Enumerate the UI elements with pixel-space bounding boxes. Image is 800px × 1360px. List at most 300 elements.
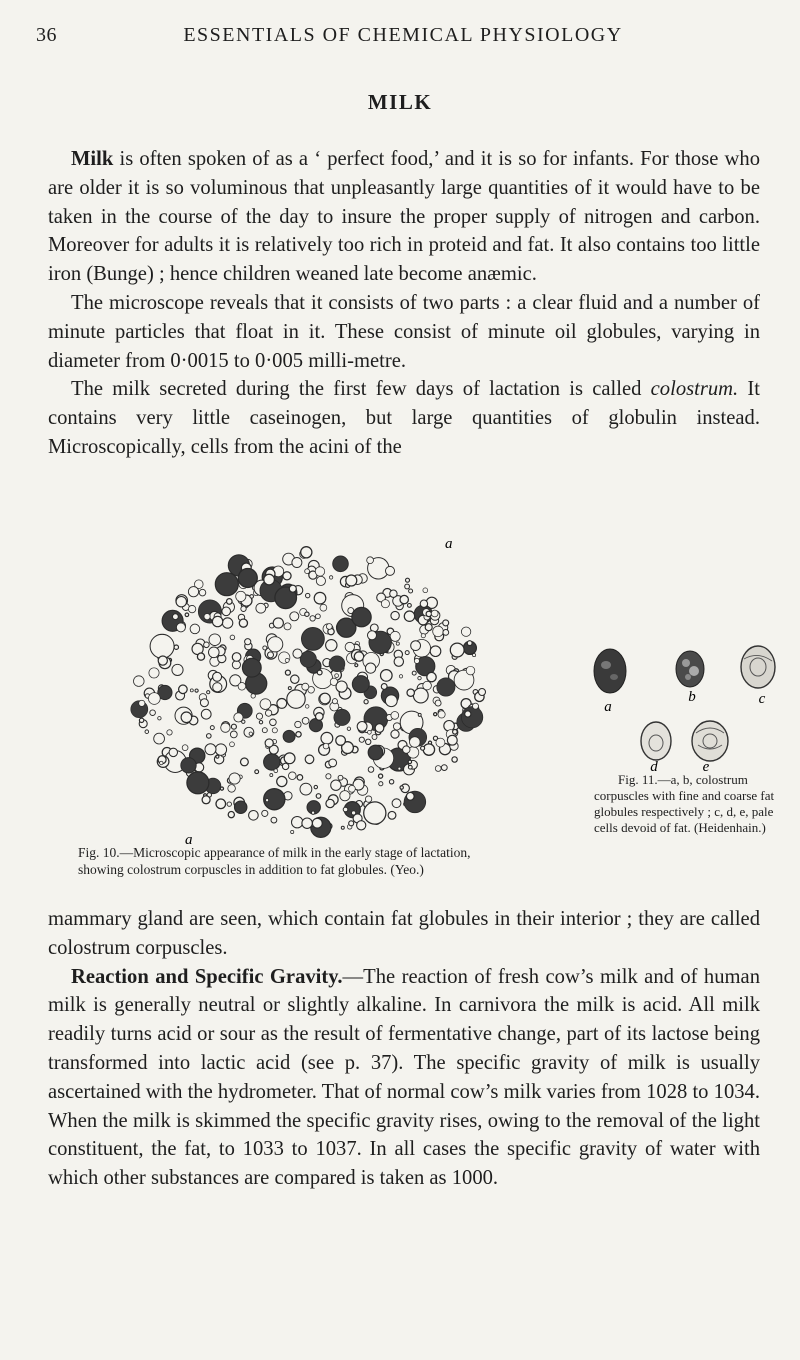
colostrum-corpuscle [181,758,196,773]
fat-globule [425,624,432,631]
fat-globule [259,721,262,724]
fat-globule [412,671,416,675]
corpuscle-d [641,722,671,760]
fat-globule [291,675,299,683]
fat-globule [174,645,178,649]
fat-globule [216,799,226,809]
fat-globule [209,634,221,646]
fat-globule [249,811,259,821]
colostrum-corpuscle [215,573,238,596]
fat-globule [172,664,183,675]
fat-globule [296,732,301,737]
fat-globule [295,721,301,727]
fat-globule [418,713,421,716]
fat-globule [305,612,309,616]
fat-globule [282,763,288,769]
fat-globule [207,734,212,739]
fat-globule [329,576,332,579]
figure-11-caption [594,772,784,836]
fat-globule [150,710,156,716]
fat-globule [385,695,397,707]
corpuscle-b [676,651,704,687]
fat-globule [185,613,189,617]
colostrum-corpuscle [238,569,257,588]
colostrum-corpuscle [352,676,369,693]
fat-globule [302,818,312,828]
fat-globule [176,623,185,632]
colostrum-corpuscle [334,709,350,725]
figure-11-caption-rest: corpuscles with fine and coarse fat globules respectively ; c, d, e, pale cells devoid of fat. (Heidenhain.) [594,788,775,835]
colostrum-corpuscle [461,707,482,728]
fat-globule [232,653,241,662]
fat-globule [390,590,397,597]
fat-globule [410,737,421,748]
figure-10-caption: Fig. 10.—Microscopic appearance of milk in the early stage of lactation, showing colostrum corpuscles in addition to fat globules. (Yeo.) [78,845,471,877]
colostrum-corpuscle [329,656,345,672]
fat-globule [169,748,177,756]
fat-globule [256,603,266,613]
colostrum-corpuscle [300,651,316,667]
fat-globule [399,675,402,678]
fat-globule [354,652,363,661]
fat-globule [274,769,278,773]
fat-globule [302,683,309,690]
fat-globule [288,687,291,690]
fat-globule [188,605,195,612]
fat-globule [434,713,437,716]
fat-globule [379,782,383,786]
colostrum-corpuscle [264,754,280,770]
fat-globule [148,693,160,705]
fat-globule [270,719,277,726]
fat-globule [301,547,312,558]
fat-globule [236,591,246,601]
fat-globule [388,811,396,819]
fat-globule [423,681,432,690]
fat-globule [347,727,350,730]
body-text-bottom [48,905,760,1193]
colostrum-corpuscle [235,801,247,813]
running-head [36,24,770,54]
fat-globule [349,785,356,792]
page-number: 36 [36,24,57,46]
body-text-top [48,145,760,462]
fat-globule [338,775,343,780]
fat-globule [201,709,211,719]
fat-globule [241,606,246,611]
fat-globule [190,624,200,634]
fat-globule [158,717,161,720]
fat-globule [343,807,348,812]
fat-globule [426,611,431,616]
paragraph-4: mammary gland are seen, which contain fat globules in their interior ; they are called colostrum corpuscles. [48,908,760,959]
paragraph-5 [48,963,760,1193]
fat-globule [173,614,179,620]
fat-globule [411,641,421,651]
fat-globule [212,616,222,626]
fat-globule [266,799,269,802]
fat-globule [297,775,303,781]
fat-globule [443,620,449,626]
fat-globule [213,683,222,692]
fat-globule [421,746,425,750]
corpuscle-a [594,649,626,693]
fat-globule [405,584,410,589]
fat-globule [289,772,297,780]
paragraph-3 [48,375,760,461]
fat-globule [245,639,251,645]
fat-globule [160,761,163,764]
colostrum-corpuscle [437,678,455,696]
fat-globule [393,723,400,730]
fat-globule [302,717,309,724]
fat-globule [154,733,165,744]
fat-globule [265,739,273,747]
fat-globule [139,700,145,706]
fat-globule [423,744,434,755]
paragraph-3-end: It contains very little caseinogen, but large quantities of globulin instead. Microscopically, cells from the acini of the [48,378,760,458]
fat-globule [407,689,414,696]
fat-globule [368,631,377,640]
fat-globule [239,619,247,627]
fat-globule [215,744,226,755]
fat-globule [311,811,314,814]
fat-globule [244,727,254,737]
fat-globule [381,600,389,608]
fat-globule [250,595,254,599]
fat-globule [262,810,268,816]
fat-globule [263,646,267,650]
fat-globule [320,604,327,611]
fat-globule [341,826,344,829]
figure-11-caption-first: Fig. 11.—a, b, colostrum [618,772,748,787]
paragraph-3-start: The milk secreted during the first few days of lactation is called [71,378,651,401]
fat-globule [306,593,310,597]
fat-globule [421,634,425,638]
fat-globule [197,653,204,660]
fat-globule [433,626,444,637]
corpuscle-e [692,721,728,761]
fat-globule [204,614,210,620]
fat-globule [238,683,246,691]
fat-globule [447,735,457,745]
fat-globule [408,604,412,608]
fat-globule [300,783,312,795]
fat-globule [176,597,186,607]
paragraph-5-heading: Reaction and Specific Gravity. [71,965,343,988]
fat-globule [305,705,309,709]
fat-globule [326,799,334,807]
fat-globule [345,642,354,651]
fat-globule [340,791,350,801]
figure-11-label-e: e [702,759,710,775]
fat-globule [359,737,364,742]
fat-globule [204,642,210,648]
fat-globule [326,774,331,779]
fat-globule [284,753,295,764]
fat-globule [435,766,441,772]
fat-globule [209,647,220,658]
fat-globule [316,794,321,799]
fat-globule [230,635,235,640]
figure-10-label-a-bottom: a [185,832,193,848]
fat-globule [331,780,341,790]
fat-globule [466,666,475,675]
colostrum-corpuscle [283,730,295,742]
fat-globule [409,589,413,593]
colostrum-corpuscle [364,802,386,824]
fat-globule [430,646,441,657]
fat-globule [335,674,339,678]
fat-globule [372,735,377,740]
fat-globule [394,657,403,666]
fat-globule [312,818,322,828]
fat-globule [285,670,290,675]
fat-globule [222,618,232,628]
paragraph-1-lead: Milk [71,148,114,170]
fat-globule [375,724,384,733]
fat-globule [260,699,271,710]
fat-globule [396,642,399,645]
fat-globule [365,796,371,802]
fat-globule [473,703,479,709]
fat-globule [436,738,445,747]
fat-globule [391,712,399,720]
fat-globule [320,693,331,704]
fat-globule [202,796,210,804]
colostrum-corpuscle [187,772,209,794]
fat-globule [255,770,259,774]
fat-globule [227,599,233,605]
fat-globule [336,736,346,746]
fat-globule [190,689,193,692]
fat-globule [435,700,441,706]
fat-globule [256,713,262,719]
fat-globule [271,817,277,823]
fat-globule [379,774,383,778]
colostrum-corpuscle [352,607,371,626]
fat-globule [293,649,302,658]
figure-11-label-d: d [650,759,658,775]
fat-globule [423,588,428,593]
fat-globule [408,760,411,763]
fat-globule [200,699,208,707]
fat-globule [249,732,252,735]
fat-globule [264,574,275,585]
fat-globule [438,711,445,718]
fat-globule [398,767,401,770]
fat-globule [285,658,289,662]
fat-globule [391,730,399,738]
fat-globule [268,652,274,658]
fat-globule [346,575,357,586]
fat-globule [400,595,408,603]
fat-globule [431,610,438,617]
fat-globule [290,612,299,621]
fat-globule [227,802,231,806]
fat-globule [221,723,230,732]
fat-globule [390,631,400,641]
fat-globule [251,694,255,698]
fat-globule [329,759,337,767]
fat-globule [406,578,410,582]
section-title: MILK [367,90,433,114]
fat-globule [210,726,214,730]
fat-globule [134,676,145,687]
fat-globules [131,547,486,838]
fat-globule [467,641,472,646]
fat-globule [195,689,198,692]
fat-globule [408,765,412,769]
fat-globule [452,757,457,762]
fat-globule [291,830,294,833]
fat-globule [479,689,486,696]
fat-globule [391,611,399,619]
paragraph-5-text: —The reaction of fresh cow’s milk and of human milk is generally neutral or slightly alkaline. In carnivora the milk is acid. All milk readily turns acid or sour as the result of fermentative change, part of its lactose being transformed into lactic acid (see p. 37). The specific gravity of milk is usually ascertained with the hydrometer. That of normal cow’s milk varies from 1028 to 1034. When the milk is skimmed the specific gravity rises, owing to the removal of the light constituent, the fat, to 1033 to 1037. In all cases the specific gravity of water with which other substances are compared is taken as 1000. [48,965,760,1190]
fat-globule [231,724,236,729]
fat-globule [444,721,455,732]
fat-globule [230,731,237,738]
fat-globule [228,785,236,793]
fat-globule [405,651,409,655]
colostrum-corpuscle [450,643,464,657]
fat-globule [367,557,374,564]
fat-globule [181,712,192,723]
fat-globule [418,676,421,679]
fat-globule [205,744,216,755]
figure-11-label-a: a [604,699,612,715]
fat-globule [443,630,449,636]
running-title: ESSENTIALS OF CHEMICAL PHYSIOLOGY [183,24,623,46]
fat-globule [277,699,287,709]
fat-globule [179,685,188,694]
colostrum-corpuscle [368,745,383,760]
fat-globule [199,589,206,596]
fat-globule [207,691,210,694]
fat-globule [149,668,159,678]
fat-globule [315,567,324,576]
fat-globule [465,711,471,717]
fat-globule [270,774,273,777]
fat-globule [265,710,271,716]
fat-globule [292,558,302,568]
fat-globule [188,587,198,597]
paragraph-1 [48,145,760,289]
colostrum-corpuscle [268,637,283,652]
fat-globule [357,722,367,732]
fat-globule [420,600,427,607]
fat-globule [381,670,393,682]
paragraph-3-term: colostrum. [650,378,739,401]
fat-globule [332,699,337,704]
fat-globule [453,730,458,735]
figure-11-illustration [586,645,786,775]
fat-globule [427,672,436,681]
colostrum-corpuscle [333,556,349,572]
fat-globule [406,792,414,800]
fat-globule [220,787,223,790]
figure-10-illustration [125,532,495,852]
fat-globule [234,713,243,722]
fat-globule [273,618,283,628]
fat-globule [241,758,249,766]
colostrum-corpuscle [287,690,305,708]
fat-globule [145,730,149,734]
fat-globule [316,576,325,585]
fat-globule [158,656,167,665]
fat-globule [139,718,143,722]
fat-globule [272,728,277,733]
fat-globule [305,755,314,764]
figure-11-label-b: b [688,689,696,705]
figure-11-label-c: c [758,691,766,707]
fat-globule [277,776,287,786]
fat-globule [316,614,321,619]
paragraph-2: The microscope reveals that it consists of two parts : a clear fluid and a number of minute particles that float in it. These consist of minute oil globules, varying in diameter from 0·0015 to 0·005 milli-metre. [48,291,760,372]
fat-globule [284,623,291,630]
corpuscle-c [741,646,775,688]
figure-10-label-a-top: a [445,536,453,552]
fat-globule [314,785,317,788]
fat-globule [326,624,332,630]
fat-globule [404,611,414,621]
fat-globule [213,672,222,681]
fat-globule [326,640,337,651]
fat-globule [229,773,240,784]
fat-globule [349,821,354,826]
fat-globule [283,572,291,580]
fat-globule [317,670,322,675]
fat-globule [228,812,234,818]
fat-globule [381,684,387,690]
fat-globule [310,616,315,621]
fat-globule [366,663,376,673]
fat-globule [314,592,326,604]
fat-globule [230,742,235,747]
fat-globule [232,661,240,669]
colostrum-corpuscle [413,688,428,703]
fat-globule [461,627,470,636]
fat-globule [441,765,447,771]
fat-globule [414,658,419,663]
fat-globule [355,664,358,667]
fat-globule [316,713,324,721]
fat-globule [368,730,372,734]
fat-globule [323,743,329,749]
fat-globule [403,746,410,753]
colostrum-corpuscle [150,634,174,658]
fat-globule [216,755,219,758]
fat-globule [222,607,231,616]
paragraph-1-text: is often spoken of as a ‘ perfect food,’ and it is so for infants. For those who are older it is so voluminous that unpleasantly large quantities of it would have to be taken in the course of the day to insure the proper supply of nitrogen and carbon. Moreover for adults it is relatively too rich in proteid and fat. It also contains too little iron (Bunge) ; hence children weaned late become anæmic. [48,148,760,286]
fat-globule [368,767,374,773]
fat-globule [292,817,303,828]
fat-globule [357,821,366,830]
fat-globule [400,786,403,789]
fat-globule [336,681,347,692]
fat-globule [366,739,371,744]
fat-globule [289,585,296,592]
fat-globule [389,780,393,784]
colostrum-corpuscle [242,658,261,677]
fat-globule [392,799,401,808]
fat-globule [321,732,333,744]
fat-globule [182,745,188,751]
fat-globule [364,700,368,704]
fat-globule [167,730,172,735]
colostrum-corpuscle [302,628,325,651]
fat-globule [473,654,476,657]
